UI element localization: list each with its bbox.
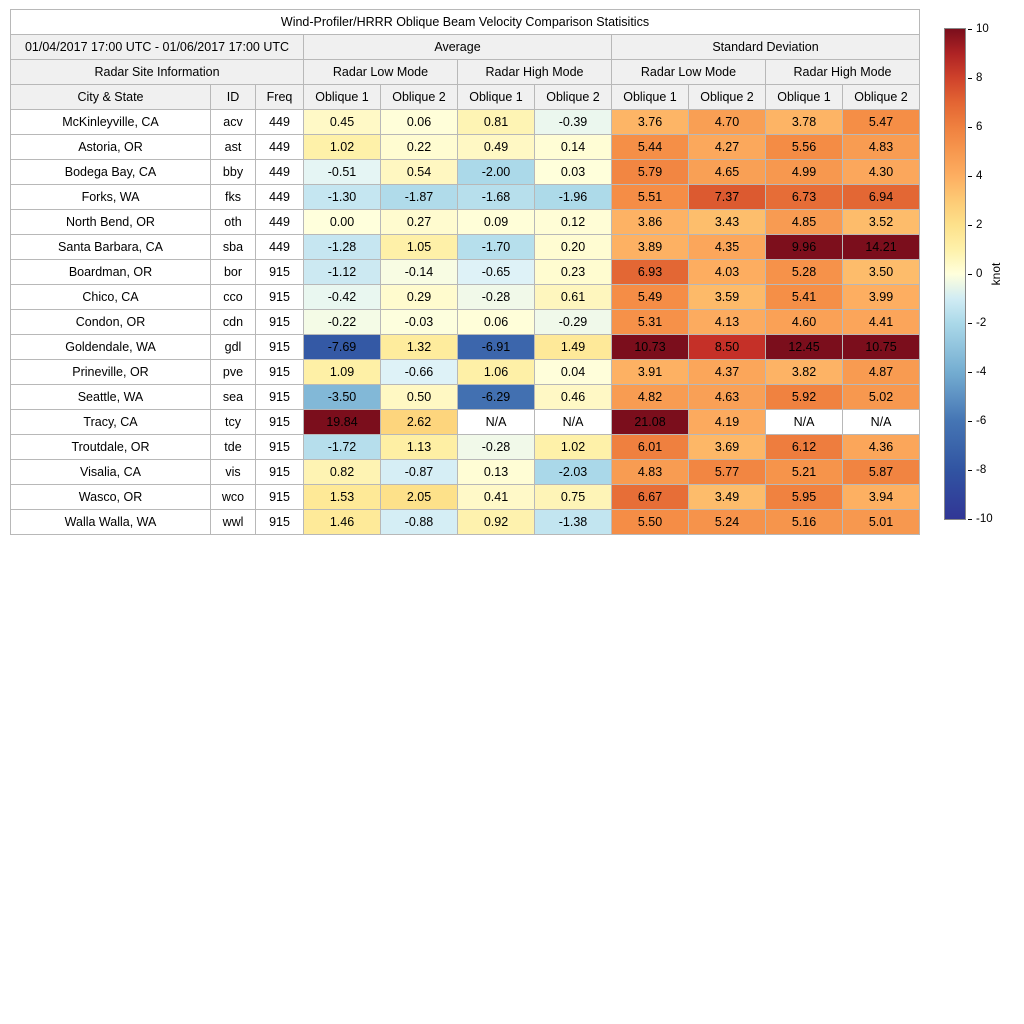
colorbar-tick-mark [968,470,972,471]
cell-value: -3.50 [304,385,381,410]
cell-value: 1.05 [381,235,458,260]
table-row [11,385,920,410]
cell-freq: 915 [256,485,304,510]
cell-id: bor [211,260,256,285]
colorbar-tick-label: 4 [976,170,983,182]
cell-value: 4.82 [612,385,689,410]
cell-city: Forks, WA [11,185,211,210]
cell-value: 4.83 [612,460,689,485]
cell-value: N/A [535,410,612,435]
cell-value: 5.41 [766,285,843,310]
column-header-city: City & State [11,85,211,110]
colorbar-tick-label: -6 [976,415,987,427]
column-header-id: ID [211,85,256,110]
cell-value: 4.03 [689,260,766,285]
colorbar-tick-mark [968,176,972,177]
cell-value: 0.00 [304,210,381,235]
cell-id: ast [211,135,256,160]
cell-value: 3.99 [843,285,920,310]
cell-value: 5.87 [843,460,920,485]
column-header-avg-high-obl2: Oblique 2 [535,85,612,110]
cell-id: oth [211,210,256,235]
cell-value: 4.60 [766,310,843,335]
cell-value: 0.45 [304,110,381,135]
group-header-site-info: Radar Site Information [11,60,304,85]
colorbar-tick-mark [968,225,972,226]
cell-value: -1.30 [304,185,381,210]
cell-city: Tracy, CA [11,410,211,435]
cell-value: -6.29 [458,385,535,410]
cell-freq: 915 [256,410,304,435]
cell-value: -1.28 [304,235,381,260]
cell-value: 3.59 [689,285,766,310]
cell-freq: 915 [256,260,304,285]
cell-value: 5.56 [766,135,843,160]
colorbar-gradient [944,28,966,520]
column-header-avg-high-obl1: Oblique 1 [458,85,535,110]
cell-value: 6.01 [612,435,689,460]
cell-city: McKinleyville, CA [11,110,211,135]
column-header-sd-low-obl1: Oblique 1 [612,85,689,110]
cell-value: 3.76 [612,110,689,135]
cell-value: 4.41 [843,310,920,335]
cell-value: 6.73 [766,185,843,210]
cell-value: 0.27 [381,210,458,235]
cell-freq: 449 [256,110,304,135]
cell-value: 0.03 [535,160,612,185]
cell-value: 5.79 [612,160,689,185]
cell-value: N/A [458,410,535,435]
cell-value: 1.02 [304,135,381,160]
cell-value: 10.75 [843,335,920,360]
cell-id: acv [211,110,256,135]
cell-id: pve [211,360,256,385]
cell-value: 5.24 [689,510,766,535]
colorbar-tick-label: -2 [976,317,987,329]
group-header-row [11,35,920,60]
table-row [11,285,920,310]
column-header-sd-high-obl2: Oblique 2 [843,85,920,110]
cell-freq: 915 [256,460,304,485]
cell-value: 3.43 [689,210,766,235]
cell-value: 0.61 [535,285,612,310]
cell-value: 5.16 [766,510,843,535]
cell-id: wwl [211,510,256,535]
cell-value: 0.04 [535,360,612,385]
table-row [11,410,920,435]
cell-value: 5.44 [612,135,689,160]
colorbar-tick-label: -10 [976,513,993,525]
cell-id: bby [211,160,256,185]
cell-freq: 915 [256,385,304,410]
cell-freq: 915 [256,435,304,460]
cell-value: 0.49 [458,135,535,160]
cell-freq: 449 [256,210,304,235]
cell-city: North Bend, OR [11,210,211,235]
cell-value: -0.28 [458,285,535,310]
colorbar-tick-label: 8 [976,72,983,84]
cell-value: -0.51 [304,160,381,185]
table-row [11,510,920,535]
cell-value: -2.03 [535,460,612,485]
cell-city: Troutdale, OR [11,435,211,460]
cell-value: 4.35 [689,235,766,260]
cell-value: 5.02 [843,385,920,410]
colorbar-tick-label: -4 [976,366,987,378]
cell-value: 4.27 [689,135,766,160]
cell-value: -1.68 [458,185,535,210]
cell-value: 5.31 [612,310,689,335]
colorbar-tick-label: 0 [976,268,983,280]
cell-freq: 915 [256,310,304,335]
cell-value: 3.94 [843,485,920,510]
cell-value: 1.53 [304,485,381,510]
cell-value: 3.69 [689,435,766,460]
cell-value: -0.22 [304,310,381,335]
column-header-freq: Freq [256,85,304,110]
cell-value: 5.95 [766,485,843,510]
cell-value: -0.39 [535,110,612,135]
cell-id: sea [211,385,256,410]
cell-city: Goldendale, WA [11,335,211,360]
cell-value: 9.96 [766,235,843,260]
cell-value: 0.81 [458,110,535,135]
column-header-avg-low-obl2: Oblique 2 [381,85,458,110]
statistics-heatmap-table [10,9,920,535]
colorbar-label: knot [989,262,1003,286]
cell-value: -1.12 [304,260,381,285]
cell-value: 3.91 [612,360,689,385]
cell-freq: 449 [256,185,304,210]
cell-value: 6.94 [843,185,920,210]
cell-value: 0.29 [381,285,458,310]
cell-value: 12.45 [766,335,843,360]
table-row [11,185,920,210]
cell-value: 5.01 [843,510,920,535]
cell-value: 3.82 [766,360,843,385]
cell-value: 0.92 [458,510,535,535]
cell-value: 0.12 [535,210,612,235]
cell-city: Walla Walla, WA [11,510,211,535]
colorbar-tick-label: 10 [976,23,989,35]
cell-value: 4.30 [843,160,920,185]
colorbar [944,23,1014,528]
cell-value: -1.70 [458,235,535,260]
cell-id: tcy [211,410,256,435]
cell-value: 10.73 [612,335,689,360]
cell-value: 5.92 [766,385,843,410]
cell-value: 4.87 [843,360,920,385]
cell-id: cdn [211,310,256,335]
table-row [11,310,920,335]
table-row [11,360,920,385]
cell-value: 1.06 [458,360,535,385]
cell-id: tde [211,435,256,460]
cell-value: 5.49 [612,285,689,310]
table-row [11,135,920,160]
cell-value: 8.50 [689,335,766,360]
table-row [11,485,920,510]
colorbar-tick-mark [968,372,972,373]
cell-value: 4.65 [689,160,766,185]
cell-value: -0.03 [381,310,458,335]
cell-value: 2.05 [381,485,458,510]
cell-value: 0.13 [458,460,535,485]
cell-value: 5.50 [612,510,689,535]
cell-value: 0.09 [458,210,535,235]
cell-value: 3.50 [843,260,920,285]
column-header-sd-low-obl2: Oblique 2 [689,85,766,110]
colorbar-tick-label: 2 [976,219,983,231]
cell-city: Wasco, OR [11,485,211,510]
cell-id: gdl [211,335,256,360]
cell-value: -1.72 [304,435,381,460]
cell-value: 14.21 [843,235,920,260]
cell-value: 6.67 [612,485,689,510]
cell-city: Bodega Bay, CA [11,160,211,185]
cell-value: -2.00 [458,160,535,185]
cell-value: 4.37 [689,360,766,385]
cell-freq: 915 [256,360,304,385]
cell-city: Prineville, OR [11,360,211,385]
cell-value: 5.47 [843,110,920,135]
mode-header-avg-high: Radar High Mode [458,60,612,85]
cell-value: 0.20 [535,235,612,260]
cell-value: 3.89 [612,235,689,260]
cell-value: 19.84 [304,410,381,435]
table-row [11,210,920,235]
cell-value: 6.12 [766,435,843,460]
cell-value: 0.75 [535,485,612,510]
mode-header-avg-low: Radar Low Mode [304,60,458,85]
mode-header-sd-low: Radar Low Mode [612,60,766,85]
cell-city: Condon, OR [11,310,211,335]
cell-value: N/A [766,410,843,435]
cell-value: -0.87 [381,460,458,485]
cell-id: sba [211,235,256,260]
cell-value: -0.42 [304,285,381,310]
cell-value: 0.14 [535,135,612,160]
cell-freq: 449 [256,235,304,260]
cell-value: -0.65 [458,260,535,285]
group-header-average: Average [304,35,612,60]
colorbar-tick-label: -8 [976,464,987,476]
cell-value: 1.49 [535,335,612,360]
cell-freq: 449 [256,135,304,160]
cell-value: -1.96 [535,185,612,210]
colorbar-tick-mark [968,29,972,30]
column-header-sd-high-obl1: Oblique 1 [766,85,843,110]
cell-value: 1.02 [535,435,612,460]
cell-freq: 915 [256,335,304,360]
cell-value: -1.38 [535,510,612,535]
cell-id: fks [211,185,256,210]
table-row [11,235,920,260]
cell-city: Santa Barbara, CA [11,235,211,260]
cell-value: 1.09 [304,360,381,385]
cell-value: 4.99 [766,160,843,185]
group-header-stddev: Standard Deviation [612,35,920,60]
cell-value: 4.36 [843,435,920,460]
cell-value: 4.63 [689,385,766,410]
table-row [11,435,920,460]
cell-value: 3.78 [766,110,843,135]
cell-value: 5.77 [689,460,766,485]
cell-value: 0.23 [535,260,612,285]
cell-value: 21.08 [612,410,689,435]
cell-value: 4.83 [843,135,920,160]
cell-value: 4.19 [689,410,766,435]
mode-header-row [11,60,920,85]
cell-value: 2.62 [381,410,458,435]
colorbar-tick-mark [968,127,972,128]
cell-value: 1.32 [381,335,458,360]
cell-id: cco [211,285,256,310]
colorbar-tick-label: 6 [976,121,983,133]
cell-value: 4.13 [689,310,766,335]
colorbar-tick-mark [968,274,972,275]
cell-freq: 915 [256,510,304,535]
cell-value: -6.91 [458,335,535,360]
cell-value: 0.82 [304,460,381,485]
cell-value: 4.70 [689,110,766,135]
figure-title: Wind-Profiler/HRRR Oblique Beam Velocity Comparison Statisitics [11,10,920,35]
cell-value: 0.46 [535,385,612,410]
cell-value: 0.06 [458,310,535,335]
cell-value: 3.49 [689,485,766,510]
table-row [11,335,920,360]
title-row [11,10,920,35]
cell-value: 3.52 [843,210,920,235]
cell-value: 0.50 [381,385,458,410]
colorbar-tick-mark [968,519,972,520]
cell-value: -1.87 [381,185,458,210]
cell-value: 0.22 [381,135,458,160]
cell-id: wco [211,485,256,510]
table-row [11,460,920,485]
cell-city: Visalia, CA [11,460,211,485]
cell-value: -0.88 [381,510,458,535]
column-header-row [11,85,920,110]
cell-freq: 449 [256,160,304,185]
colorbar-tick-mark [968,323,972,324]
cell-value: -0.29 [535,310,612,335]
cell-value: 5.28 [766,260,843,285]
cell-city: Seattle, WA [11,385,211,410]
mode-header-sd-high: Radar High Mode [766,60,920,85]
cell-id: vis [211,460,256,485]
cell-freq: 915 [256,285,304,310]
cell-value: 1.13 [381,435,458,460]
cell-value: 0.54 [381,160,458,185]
cell-value: 7.37 [689,185,766,210]
cell-value: 0.41 [458,485,535,510]
cell-value: 0.06 [381,110,458,135]
cell-value: -0.28 [458,435,535,460]
cell-value: -0.14 [381,260,458,285]
cell-value: 3.86 [612,210,689,235]
cell-value: 1.46 [304,510,381,535]
colorbar-tick-mark [968,78,972,79]
cell-value: N/A [843,410,920,435]
table-row [11,110,920,135]
table-body [11,10,920,535]
colorbar-tick-mark [968,421,972,422]
column-header-avg-low-obl1: Oblique 1 [304,85,381,110]
table-row [11,160,920,185]
cell-value: 6.93 [612,260,689,285]
cell-value: 5.21 [766,460,843,485]
cell-city: Astoria, OR [11,135,211,160]
cell-value: 5.51 [612,185,689,210]
cell-city: Boardman, OR [11,260,211,285]
cell-value: -7.69 [304,335,381,360]
cell-city: Chico, CA [11,285,211,310]
cell-value: 4.85 [766,210,843,235]
cell-value: -0.66 [381,360,458,385]
table-row [11,260,920,285]
period-label: 01/04/2017 17:00 UTC - 01/06/2017 17:00 UTC [11,35,304,60]
